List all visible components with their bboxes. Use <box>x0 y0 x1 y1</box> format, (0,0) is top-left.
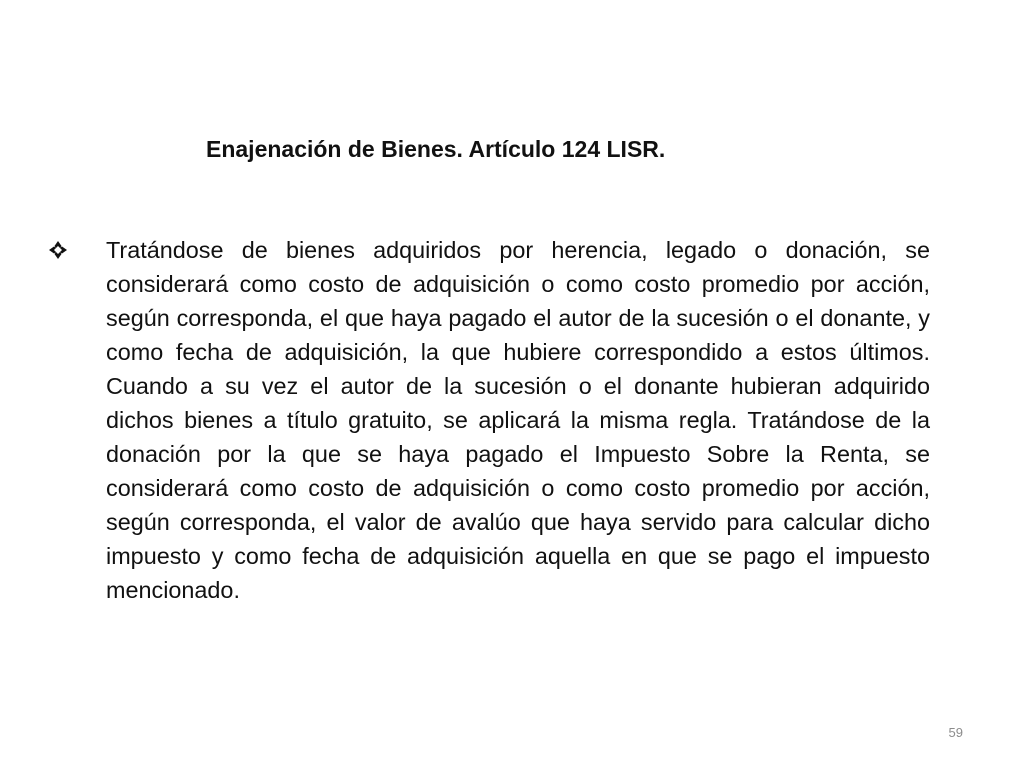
four-diamond-bullet-icon <box>48 240 68 260</box>
page-number: 59 <box>948 725 963 740</box>
bullet-paragraph: Tratándose de bienes adquiridos por herencia, legado o donación, se considerará como costo de adquisición o como costo promedio por acción, según corresponda, el que haya pagado el autor de la sucesión o el donante, y como fecha de adquisición, la que hubiere correspondido a estos últimos. Cuando a su vez el autor de la sucesión o el donante hubieran adquirido dichos bienes a título gratuito, se aplicará la misma regla. Tratándose de la donación por la que se haya pagado el Impuesto Sobre la Renta, se considerará como costo de adquisición o como costo promedio por acción, según corresponda, el valor de avalúo que haya servido para calcular dicho impuesto y como fecha de adquisición aquella en que se pago el impuesto mencionado. <box>106 237 930 603</box>
slide-title: Enajenación de Bienes. Artículo 124 LISR. <box>206 136 666 162</box>
